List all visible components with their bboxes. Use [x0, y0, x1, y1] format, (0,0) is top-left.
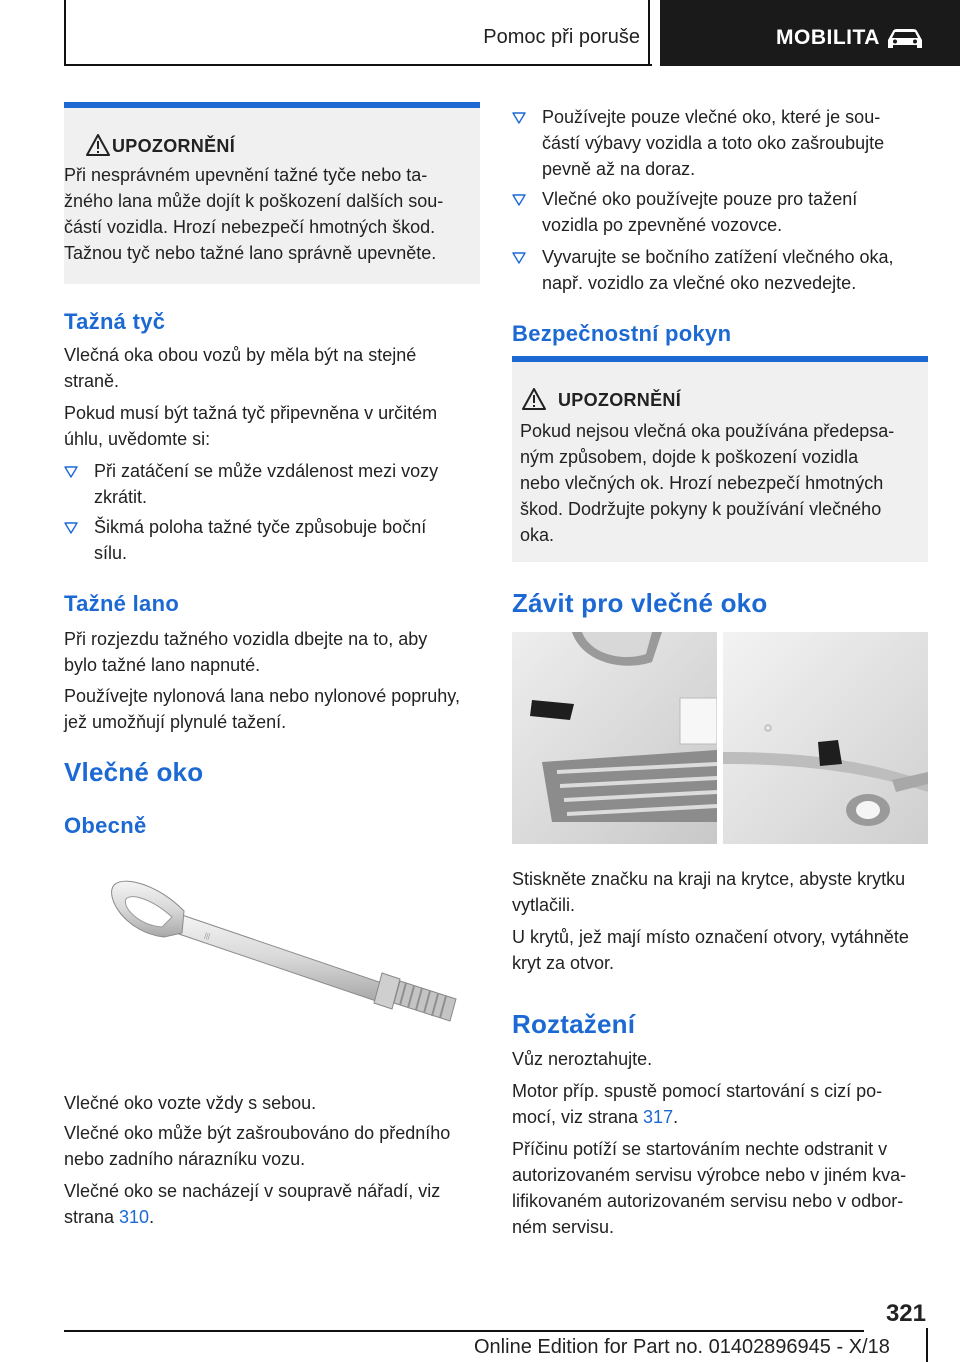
- heading-obecne: Obecně: [64, 813, 147, 838]
- text-line: Při rozjezdu tažného vozidla dbejte na to, aby: [64, 629, 428, 649]
- header-divider: [648, 0, 650, 66]
- text-line: Vyvarujte se bočního zatížení vlečného oka,: [542, 247, 894, 267]
- text-line: Používejte pouze vlečné oko, které je sou-: [542, 107, 881, 127]
- heading-roztazeni: Roztažení: [512, 1009, 636, 1039]
- page-link-317[interactable]: 317: [643, 1107, 674, 1127]
- paragraph: [64, 342, 480, 394]
- text-line: U krytů, jež mají místo označení otvory, vytáhněte: [512, 927, 909, 947]
- heading-bezpecnostni-pokyn: Bezpečnostní pokyn: [512, 321, 732, 346]
- warning-title: UPOZORNĚNÍ: [558, 390, 682, 410]
- text-line: Motor příp. spustě pomocí startování s cizí po-: [512, 1081, 883, 1101]
- text-line: Vlečné oko může být zašroubováno do předního: [64, 1123, 451, 1143]
- text-line: Vlečná oka obou vozů by měla být na stejné: [64, 345, 417, 365]
- text-line: autorizovaném servisu výrobce nebo v jiném kva-: [512, 1165, 907, 1185]
- text-line: zkrátit.: [94, 487, 148, 507]
- warning-box: [512, 356, 928, 562]
- text-span: .: [149, 1207, 155, 1227]
- text-line: pevně až na doraz.: [542, 159, 696, 179]
- text-line: ném servisu.: [512, 1217, 615, 1237]
- paragraph: [512, 866, 942, 918]
- warning-line: Pokud nejsou vlečná oka používána předepsa-: [520, 421, 895, 441]
- text-span: strana: [64, 1207, 120, 1227]
- triangle-bullet-icon: [64, 466, 78, 478]
- text-line: lifikovaném autorizovaném servisu nebo v odbor-: [512, 1191, 904, 1211]
- heading-vlecne-oko: Vlečné oko: [64, 757, 204, 787]
- svg-text:|||: |||: [203, 932, 211, 941]
- bumper-photo: [512, 632, 928, 844]
- warning-line: oka.: [520, 525, 555, 545]
- text-line: úhlu, uvědomte si:: [64, 429, 211, 449]
- text-line: [64, 1204, 480, 1230]
- text-line: Příčinu potíží se startováním nechte odstranit v: [512, 1139, 888, 1159]
- warning-box: [64, 102, 480, 284]
- text-line: straně.: [64, 371, 120, 391]
- text-span: .: [673, 1107, 679, 1127]
- warning-title: UPOZORNĚNÍ: [112, 136, 236, 156]
- text-line: sílu.: [94, 543, 128, 563]
- warning-line: nebo vlečných ok. Hrozí nebezpečí hmotných: [520, 473, 884, 493]
- header-section-title: Pomoc při poruše: [483, 26, 640, 48]
- warning-text: [64, 162, 480, 266]
- warning-line: Tažnou tyč nebo tažné lano správně upevněte.: [64, 243, 437, 263]
- heading-tazne-lano: Tažné lano: [64, 591, 180, 616]
- text-line: Vlečné oko používejte pouze pro tažení: [542, 189, 858, 209]
- page-link-310[interactable]: 310: [119, 1207, 150, 1227]
- warning-text: [520, 418, 928, 548]
- text-line: kryt za otvor.: [512, 953, 615, 973]
- text-line: Pokud musí být tažná tyč připevněna v určitém: [64, 403, 438, 423]
- list-item: [64, 458, 480, 510]
- text-line: např. vozidlo za vlečné oko nezvedejte.: [542, 273, 857, 293]
- text-line: Šikmá poloha tažné tyče způsobuje boční: [94, 517, 427, 537]
- page-number: 321: [885, 1300, 926, 1327]
- header-left-rule: [64, 0, 66, 66]
- paragraph: [64, 626, 484, 678]
- triangle-bullet-icon: [64, 522, 78, 534]
- text-line: bylo tažné lano napnuté.: [64, 655, 261, 675]
- list-item: [512, 244, 928, 296]
- text-line: vozidla po zpevněné vozovce.: [542, 215, 783, 235]
- heading-tazna-tyc: Tažná tyč: [64, 309, 166, 334]
- text-line: vytlačili.: [512, 895, 576, 915]
- list-item: [512, 104, 928, 182]
- text-line: [512, 1104, 928, 1130]
- triangle-bullet-icon: [512, 252, 526, 264]
- paragraph: [512, 1136, 942, 1240]
- triangle-bullet-icon: [512, 194, 526, 206]
- text-line: jež umožňují plynulé tažení.: [64, 712, 287, 732]
- paragraph: [512, 1078, 928, 1130]
- paragraph: Vůz neroztahujte.: [512, 1049, 653, 1069]
- paragraph: [64, 400, 480, 452]
- text-span: mocí, viz strana: [512, 1107, 644, 1127]
- list-item: [512, 186, 928, 238]
- warning-line: Při nesprávném upevnění tažné tyče nebo ta-: [64, 165, 428, 185]
- warning-triangle-icon: [86, 134, 110, 156]
- car-icon: [884, 26, 926, 52]
- footer-edition-text: Online Edition for Part no. 01402896945 - X/18: [474, 1336, 890, 1358]
- text-line: nebo zadního nárazníku vozu.: [64, 1149, 306, 1169]
- text-line: Používejte nylonová lana nebo nylonové popruhy,: [64, 686, 460, 706]
- warning-line: žného lana může dojít k poškození dalších sou-: [64, 191, 444, 211]
- list-item: [64, 514, 480, 566]
- text-line: Vlečné oko se nacházejí v soupravě nářadí, viz: [64, 1181, 441, 1201]
- header-chapter-label: MOBILITA: [776, 26, 880, 49]
- text-line: Stiskněte značku na kraji na krytce, abyste krytku: [512, 869, 906, 889]
- warning-line: částí vozidla. Hrozí nebezpečí hmotných škod.: [64, 217, 436, 237]
- warning-triangle-icon: [522, 388, 546, 410]
- warning-line: škod. Dodržujte pokyny k používání vlečného: [520, 499, 882, 519]
- paragraph: [512, 924, 942, 976]
- heading-zavit: Závit pro vlečné oko: [512, 588, 768, 618]
- paragraph: [64, 683, 484, 735]
- header-rule: [64, 64, 652, 66]
- text-line: částí výbavy vozidla a toto oko zašroubujte: [542, 133, 885, 153]
- paragraph: Vlečné oko vozte vždy s sebou.: [64, 1093, 317, 1113]
- paragraph: [64, 1120, 480, 1172]
- paragraph: [64, 1178, 480, 1230]
- footer-rule: [64, 1330, 864, 1332]
- text-line: Při zatáčení se může vzdálenost mezi vozy: [94, 461, 439, 481]
- triangle-bullet-icon: [512, 112, 526, 124]
- towing-eye-illustration: [64, 855, 480, 1075]
- warning-line: ným způsobem, dojde k poškození vozidla: [520, 447, 859, 467]
